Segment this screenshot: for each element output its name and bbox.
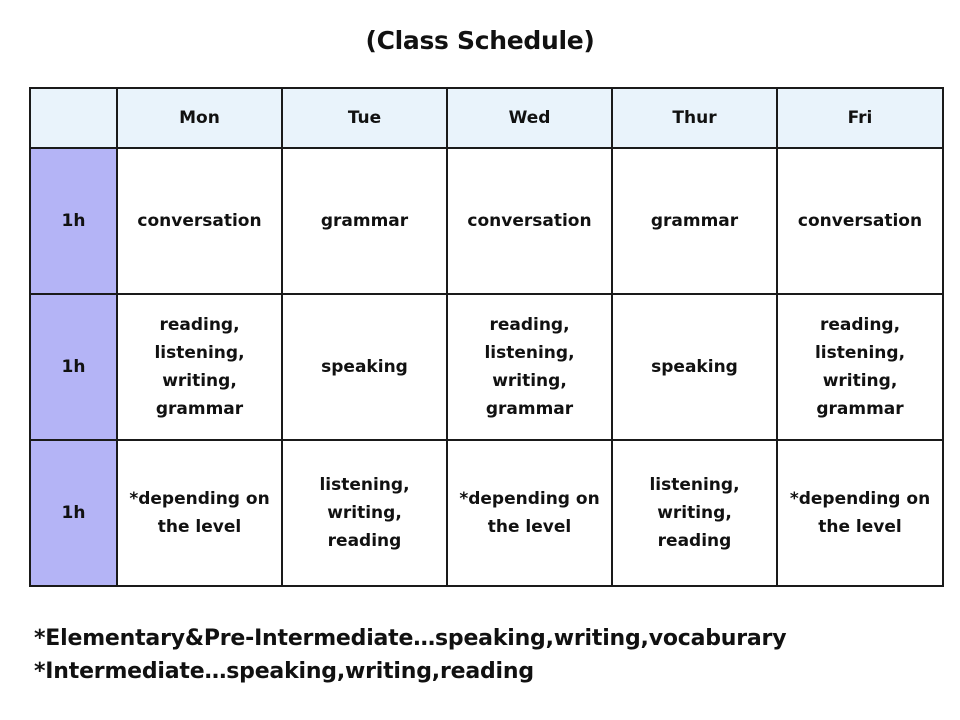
footnote-line: *Intermediate…speaking,writing,reading [34, 659, 534, 684]
day-header-tue: Tue [282, 88, 447, 148]
header-row [30, 88, 943, 148]
schedule-cell: grammar [282, 148, 447, 294]
footnotes [34, 622, 786, 688]
schedule-cell: reading, listening, writing, grammar [777, 294, 943, 440]
schedule-cell: speaking [612, 294, 777, 440]
schedule-table [29, 87, 944, 587]
footnote-line: *Elementary&Pre-Intermediate…speaking,writing,vocaburary [34, 626, 787, 651]
schedule-cell: listening, writing, reading [612, 440, 777, 586]
schedule-cell: *depending on the level [447, 440, 612, 586]
day-header-fri: Fri [777, 88, 943, 148]
schedule-cell: *depending on the level [117, 440, 282, 586]
schedule-cell: speaking [282, 294, 447, 440]
hour-cell: 1h [30, 294, 117, 440]
page-title: (Class Schedule) [365, 26, 595, 55]
day-header-wed: Wed [447, 88, 612, 148]
schedule-cell: listening, writing, reading [282, 440, 447, 586]
day-header-mon: Mon [117, 88, 282, 148]
hour-cell: 1h [30, 440, 117, 586]
schedule-cell: conversation [777, 148, 943, 294]
schedule-cell: reading, listening, writing, grammar [447, 294, 612, 440]
schedule-cell: conversation [117, 148, 282, 294]
table-row [30, 294, 943, 440]
table-row [30, 440, 943, 586]
corner-cell [30, 88, 117, 148]
schedule-cell: conversation [447, 148, 612, 294]
schedule-cell: *depending on the level [777, 440, 943, 586]
day-header-thur: Thur [612, 88, 777, 148]
schedule-cell: reading, listening, writing, grammar [117, 294, 282, 440]
table-row [30, 148, 943, 294]
hour-cell: 1h [30, 148, 117, 294]
schedule-cell: grammar [612, 148, 777, 294]
